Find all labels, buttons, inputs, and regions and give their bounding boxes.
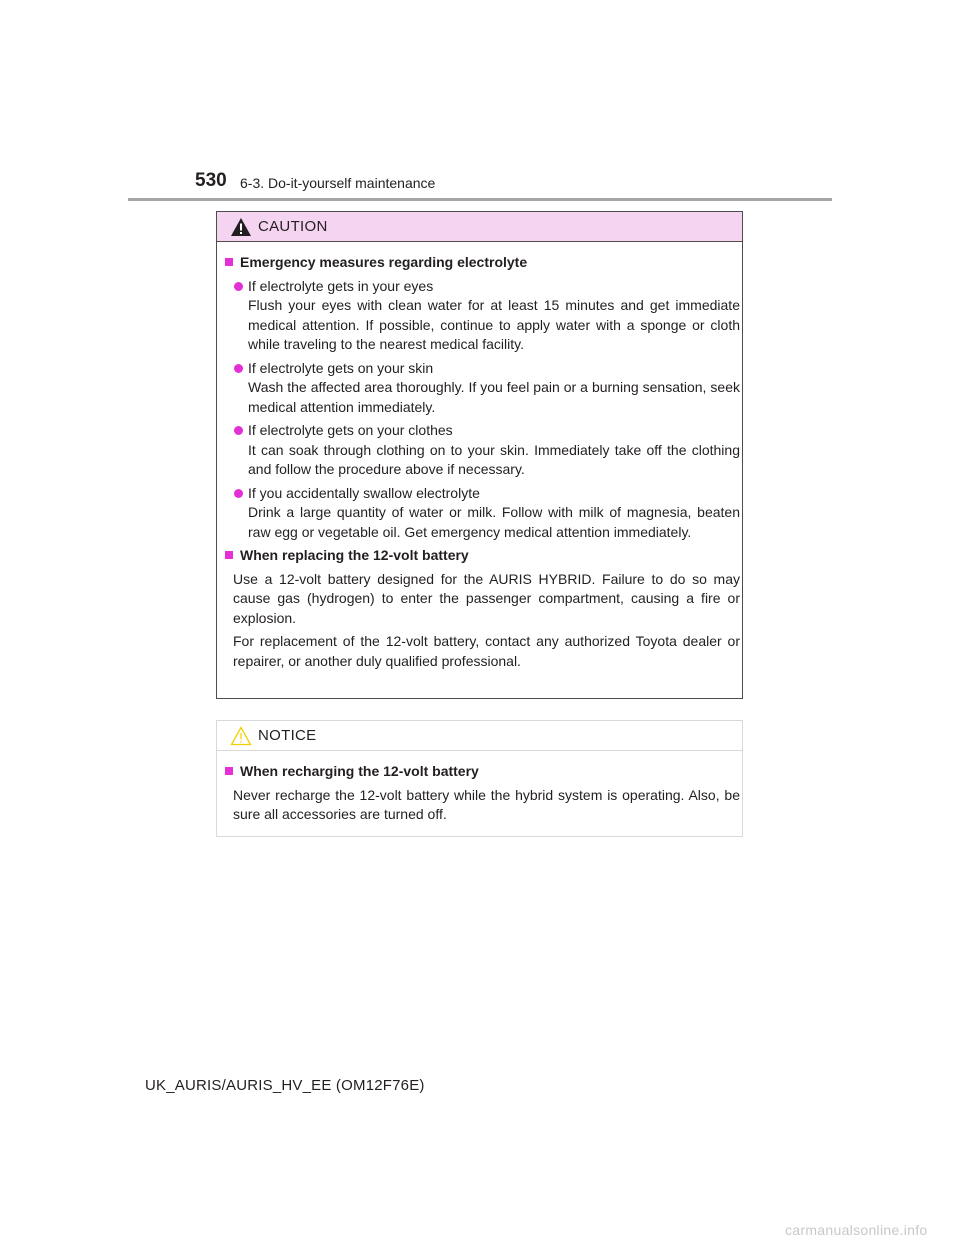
section-heading-text: When replacing the 12-volt battery xyxy=(240,547,469,563)
notice-box xyxy=(216,720,743,837)
list-item xyxy=(217,277,740,355)
paragraph: Use a 12-volt battery designed for the AURIS HYBRID. Failure to do so may cause gas (hydrogen) to enter the passenger compartment, causing a fire or explosion. xyxy=(233,570,740,626)
square-bullet-icon xyxy=(225,551,233,559)
section-heading xyxy=(217,546,740,566)
list-item xyxy=(217,421,740,480)
circle-bullet-icon xyxy=(234,364,243,373)
circle-bullet-icon xyxy=(234,426,243,435)
header-divider xyxy=(128,198,832,201)
item-text: Wash the affected area thoroughly. If you feel pain or a burning sensation, seek medical attention immediately. xyxy=(248,379,740,415)
document-code: UK_AURIS/AURIS_HV_EE (OM12F76E) xyxy=(145,1077,425,1094)
circle-bullet-icon xyxy=(234,489,243,498)
caution-header xyxy=(217,212,742,242)
circle-bullet-icon xyxy=(234,282,243,291)
paragraph: Never recharge the 12-volt battery while the hybrid system is operating. Also, be sure all accessories are turned off. xyxy=(233,786,740,822)
item-title: If electrolyte gets on your skin xyxy=(248,359,434,376)
square-bullet-icon xyxy=(225,767,233,775)
paragraph: For replacement of the 12-volt battery, contact any authorized Toyota dealer or repairer, or another duly qualified professional. xyxy=(233,633,740,669)
section-heading xyxy=(217,762,740,782)
section-heading-text: Emergency measures regarding electrolyte xyxy=(240,254,528,270)
notice-header xyxy=(217,721,742,751)
section-title: 6-3. Do-it-yourself maintenance xyxy=(240,175,436,191)
item-text: It can soak through clothing on to your skin. Immediately take off the clothing and follow the procedure above if necessary. xyxy=(248,441,740,477)
page-number: 530 xyxy=(195,170,227,191)
warning-icon xyxy=(230,217,252,237)
caution-body xyxy=(217,242,742,671)
notice-icon xyxy=(230,726,252,746)
item-text: Flush your eyes with clean water for at least 15 minutes and get immediate medical attention. If possible, continue to apply water with a sponge or cloth while traveling to the nearest medical facility. xyxy=(248,297,740,352)
list-item xyxy=(217,484,740,543)
watermark: carmanualsonline.info xyxy=(785,1222,928,1238)
notice-title: NOTICE xyxy=(258,727,317,744)
item-title: If you accidentally swallow electrolyte xyxy=(248,484,480,501)
section-heading xyxy=(217,253,740,273)
item-text: Drink a large quantity of water or milk. Follow with milk of magnesia, beaten raw egg or vegetable oil. Get emergency medical attention immediately. xyxy=(248,504,740,540)
item-title: If electrolyte gets on your clothes xyxy=(248,422,453,438)
caution-box xyxy=(216,211,743,699)
section-heading-text: When recharging the 12-volt battery xyxy=(240,763,479,779)
square-bullet-icon xyxy=(225,258,233,266)
list-item xyxy=(217,359,740,418)
item-title: If electrolyte gets in your eyes xyxy=(248,277,434,294)
notice-body xyxy=(217,751,742,825)
caution-title: CAUTION xyxy=(258,218,328,235)
